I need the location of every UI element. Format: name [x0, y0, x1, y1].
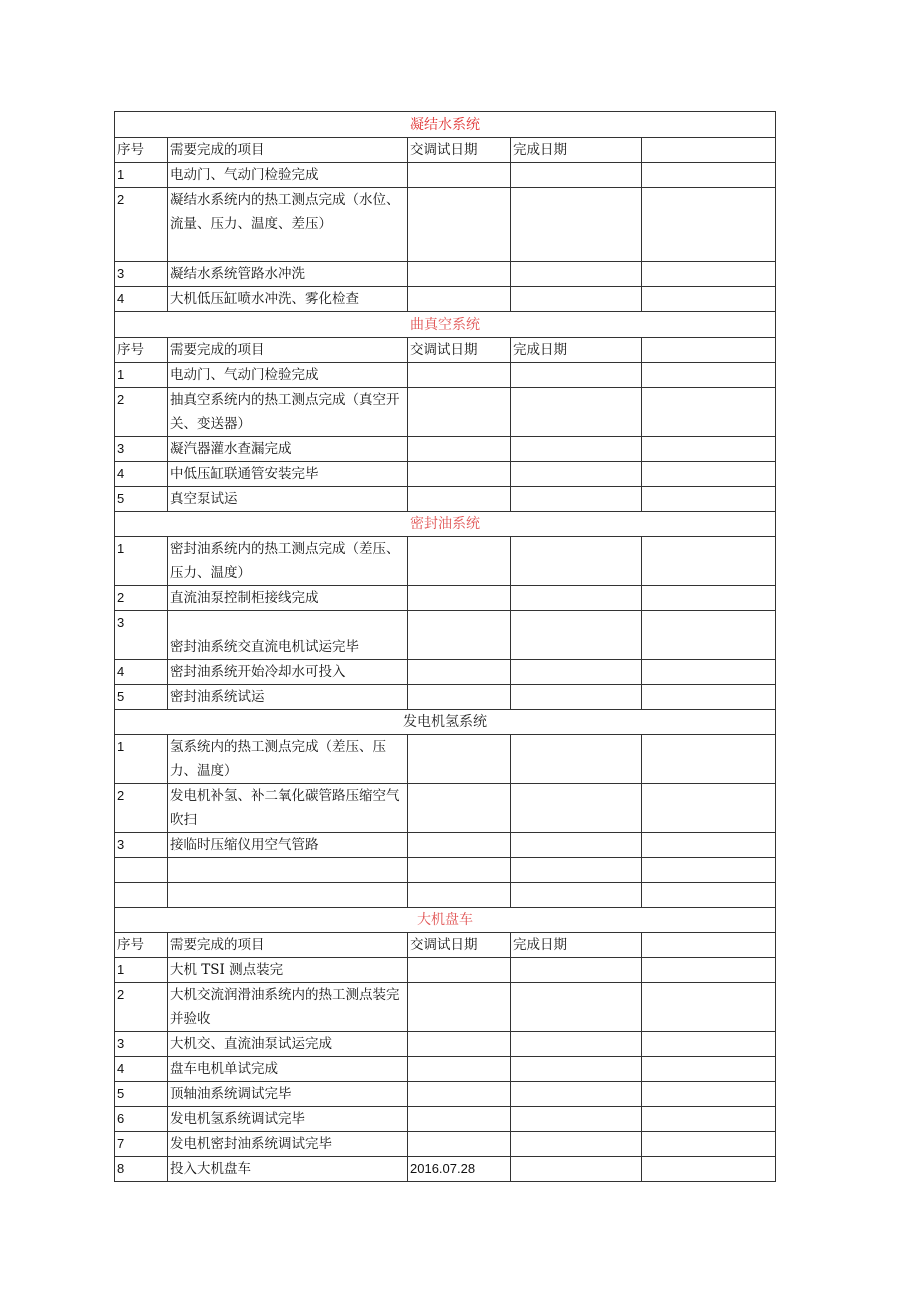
column-header-row — [115, 138, 776, 163]
row-extra — [642, 163, 776, 188]
row-complete-date — [511, 983, 642, 1032]
table-row — [115, 858, 776, 883]
row-handover-date — [408, 1057, 511, 1082]
row-number: 2 — [115, 188, 168, 262]
row-complete-date — [511, 388, 642, 437]
row-number: 4 — [115, 660, 168, 685]
row-item: 密封油系统内的热工测点完成（差压、压力、温度） — [168, 537, 408, 586]
row-item: 凝结水系统内的热工测点完成（水位、流量、压力、温度、差压） — [168, 188, 408, 262]
row-number — [115, 858, 168, 883]
row-number: 8 — [115, 1157, 168, 1182]
table-row — [115, 586, 776, 611]
commissioning-table — [114, 111, 776, 1182]
table-row — [115, 784, 776, 833]
row-number: 1 — [115, 363, 168, 388]
row-handover-date — [408, 685, 511, 710]
row-extra — [642, 735, 776, 784]
row-extra — [642, 1157, 776, 1182]
table-row — [115, 1032, 776, 1057]
section-title: 密封油系统 — [115, 512, 776, 537]
row-item: 中低压缸联通管安装完毕 — [168, 462, 408, 487]
row-complete-date — [511, 437, 642, 462]
table-row — [115, 685, 776, 710]
row-handover-date — [408, 363, 511, 388]
row-handover-date — [408, 287, 511, 312]
column-header-row — [115, 933, 776, 958]
row-complete-date — [511, 858, 642, 883]
row-complete-date — [511, 188, 642, 262]
header-blank — [642, 338, 776, 363]
row-complete-date — [511, 660, 642, 685]
row-extra — [642, 462, 776, 487]
row-handover-date — [408, 1107, 511, 1132]
row-number: 1 — [115, 163, 168, 188]
row-extra — [642, 958, 776, 983]
row-complete-date — [511, 586, 642, 611]
row-complete-date — [511, 1032, 642, 1057]
row-item: 电动门、气动门检验完成 — [168, 363, 408, 388]
row-complete-date — [511, 1157, 642, 1182]
row-item — [168, 883, 408, 908]
row-number: 2 — [115, 784, 168, 833]
row-handover-date — [408, 537, 511, 586]
table-row — [115, 537, 776, 586]
row-extra — [642, 287, 776, 312]
row-complete-date — [511, 537, 642, 586]
header-complete-date: 完成日期 — [511, 933, 642, 958]
row-handover-date — [408, 611, 511, 660]
row-number: 5 — [115, 685, 168, 710]
row-complete-date — [511, 1082, 642, 1107]
row-complete-date — [511, 262, 642, 287]
row-item: 盘车电机单试完成 — [168, 1057, 408, 1082]
row-number: 4 — [115, 462, 168, 487]
row-extra — [642, 784, 776, 833]
table-row — [115, 1057, 776, 1082]
row-item: 发电机密封油系统调试完毕 — [168, 1132, 408, 1157]
row-number: 5 — [115, 487, 168, 512]
table-row — [115, 437, 776, 462]
table-row — [115, 462, 776, 487]
row-handover-date — [408, 735, 511, 784]
row-extra — [642, 437, 776, 462]
header-no: 序号 — [115, 138, 168, 163]
table-row — [115, 1157, 776, 1182]
row-handover-date — [408, 163, 511, 188]
header-item: 需要完成的项目 — [168, 338, 408, 363]
row-item: 抽真空系统内的热工测点完成（真空开关、变送器） — [168, 388, 408, 437]
row-complete-date — [511, 462, 642, 487]
row-item: 密封油系统开始冷却水可投入 — [168, 660, 408, 685]
row-complete-date — [511, 958, 642, 983]
row-item — [168, 858, 408, 883]
row-extra — [642, 1082, 776, 1107]
table-row — [115, 660, 776, 685]
row-item: 大机交、直流油泵试运完成 — [168, 1032, 408, 1057]
row-item: 顶轴油系统调试完毕 — [168, 1082, 408, 1107]
row-complete-date — [511, 735, 642, 784]
row-handover-date — [408, 462, 511, 487]
row-extra — [642, 363, 776, 388]
row-item: 真空泵试运 — [168, 487, 408, 512]
row-handover-date — [408, 958, 511, 983]
row-number: 2 — [115, 388, 168, 437]
header-item: 需要完成的项目 — [168, 933, 408, 958]
table-row — [115, 388, 776, 437]
table-row — [115, 735, 776, 784]
header-blank — [642, 933, 776, 958]
table-row — [115, 163, 776, 188]
column-header-row — [115, 338, 776, 363]
section-title-row — [115, 710, 776, 735]
row-extra — [642, 1032, 776, 1057]
row-extra — [642, 1132, 776, 1157]
section-title-row — [115, 112, 776, 138]
table-row — [115, 833, 776, 858]
row-extra — [642, 1107, 776, 1132]
row-number: 1 — [115, 735, 168, 784]
row-complete-date — [511, 363, 642, 388]
row-extra — [642, 586, 776, 611]
row-item: 凝结水系统管路水冲洗 — [168, 262, 408, 287]
row-complete-date — [511, 1107, 642, 1132]
table-row — [115, 287, 776, 312]
row-handover-date — [408, 188, 511, 262]
row-item: 凝汽器灌水查漏完成 — [168, 437, 408, 462]
row-complete-date — [511, 1132, 642, 1157]
row-handover-date — [408, 784, 511, 833]
row-handover-date — [408, 833, 511, 858]
row-handover-date — [408, 1132, 511, 1157]
row-item: 大机低压缸喷水冲洗、雾化检查 — [168, 287, 408, 312]
row-number: 4 — [115, 1057, 168, 1082]
row-handover-date — [408, 388, 511, 437]
header-blank — [642, 138, 776, 163]
table-row — [115, 262, 776, 287]
row-handover-date: 2016.07.28 — [408, 1157, 511, 1182]
row-handover-date — [408, 883, 511, 908]
header-item: 需要完成的项目 — [168, 138, 408, 163]
section-title: 发电机氢系统 — [115, 710, 776, 735]
row-number: 3 — [115, 262, 168, 287]
row-item: 接临时压缩仪用空气管路 — [168, 833, 408, 858]
row-item: 发电机补氢、补二氧化碳管路压缩空气吹扫 — [168, 784, 408, 833]
section-title-row — [115, 312, 776, 338]
table-row — [115, 1082, 776, 1107]
table-row — [115, 188, 776, 262]
header-handover-date: 交调试日期 — [408, 933, 511, 958]
row-item: 直流油泵控制柜接线完成 — [168, 586, 408, 611]
row-extra — [642, 833, 776, 858]
row-item: 发电机氢系统调试完毕 — [168, 1107, 408, 1132]
row-complete-date — [511, 1057, 642, 1082]
row-extra — [642, 537, 776, 586]
section-title: 曲真空系统 — [115, 312, 776, 338]
header-handover-date: 交调试日期 — [408, 338, 511, 363]
row-item: 电动门、气动门检验完成 — [168, 163, 408, 188]
row-item: 密封油系统交直流电机试运完毕 — [168, 611, 408, 660]
table-row — [115, 1132, 776, 1157]
row-extra — [642, 858, 776, 883]
row-number: 3 — [115, 437, 168, 462]
row-handover-date — [408, 586, 511, 611]
row-number: 6 — [115, 1107, 168, 1132]
row-handover-date — [408, 1032, 511, 1057]
row-number: 3 — [115, 1032, 168, 1057]
row-extra — [642, 188, 776, 262]
row-item: 大机交流润滑油系统内的热工测点装完并验收 — [168, 983, 408, 1032]
row-complete-date — [511, 611, 642, 660]
section-title: 大机盘车 — [115, 908, 776, 933]
row-complete-date — [511, 487, 642, 512]
row-extra — [642, 685, 776, 710]
row-complete-date — [511, 883, 642, 908]
row-extra — [642, 487, 776, 512]
row-complete-date — [511, 784, 642, 833]
row-item: 氢系统内的热工测点完成（差压、压力、温度） — [168, 735, 408, 784]
table-row — [115, 363, 776, 388]
row-number: 5 — [115, 1082, 168, 1107]
row-handover-date — [408, 858, 511, 883]
row-number: 7 — [115, 1132, 168, 1157]
row-number: 2 — [115, 586, 168, 611]
table-row — [115, 487, 776, 512]
row-number: 2 — [115, 983, 168, 1032]
section-title-row — [115, 512, 776, 537]
row-extra — [642, 1057, 776, 1082]
row-handover-date — [408, 262, 511, 287]
table-row — [115, 1107, 776, 1132]
row-extra — [642, 388, 776, 437]
row-handover-date — [408, 437, 511, 462]
row-complete-date — [511, 685, 642, 710]
row-handover-date — [408, 487, 511, 512]
table-row — [115, 958, 776, 983]
header-complete-date: 完成日期 — [511, 338, 642, 363]
row-extra — [642, 660, 776, 685]
row-item: 投入大机盘车 — [168, 1157, 408, 1182]
header-no: 序号 — [115, 338, 168, 363]
row-item: 密封油系统试运 — [168, 685, 408, 710]
row-extra — [642, 983, 776, 1032]
row-number: 3 — [115, 833, 168, 858]
row-complete-date — [511, 287, 642, 312]
header-handover-date: 交调试日期 — [408, 138, 511, 163]
row-extra — [642, 611, 776, 660]
row-complete-date — [511, 163, 642, 188]
table-row — [115, 983, 776, 1032]
row-item: 大机 TSI 测点装完 — [168, 958, 408, 983]
table-row — [115, 611, 776, 660]
section-title-row — [115, 908, 776, 933]
row-handover-date — [408, 983, 511, 1032]
table-row — [115, 883, 776, 908]
row-number: 1 — [115, 537, 168, 586]
row-number: 4 — [115, 287, 168, 312]
row-complete-date — [511, 833, 642, 858]
row-extra — [642, 262, 776, 287]
header-complete-date: 完成日期 — [511, 138, 642, 163]
row-handover-date — [408, 1082, 511, 1107]
header-no: 序号 — [115, 933, 168, 958]
row-number: 1 — [115, 958, 168, 983]
section-title: 凝结水系统 — [115, 112, 776, 138]
row-number — [115, 883, 168, 908]
row-handover-date — [408, 660, 511, 685]
row-extra — [642, 883, 776, 908]
row-number: 3 — [115, 611, 168, 660]
